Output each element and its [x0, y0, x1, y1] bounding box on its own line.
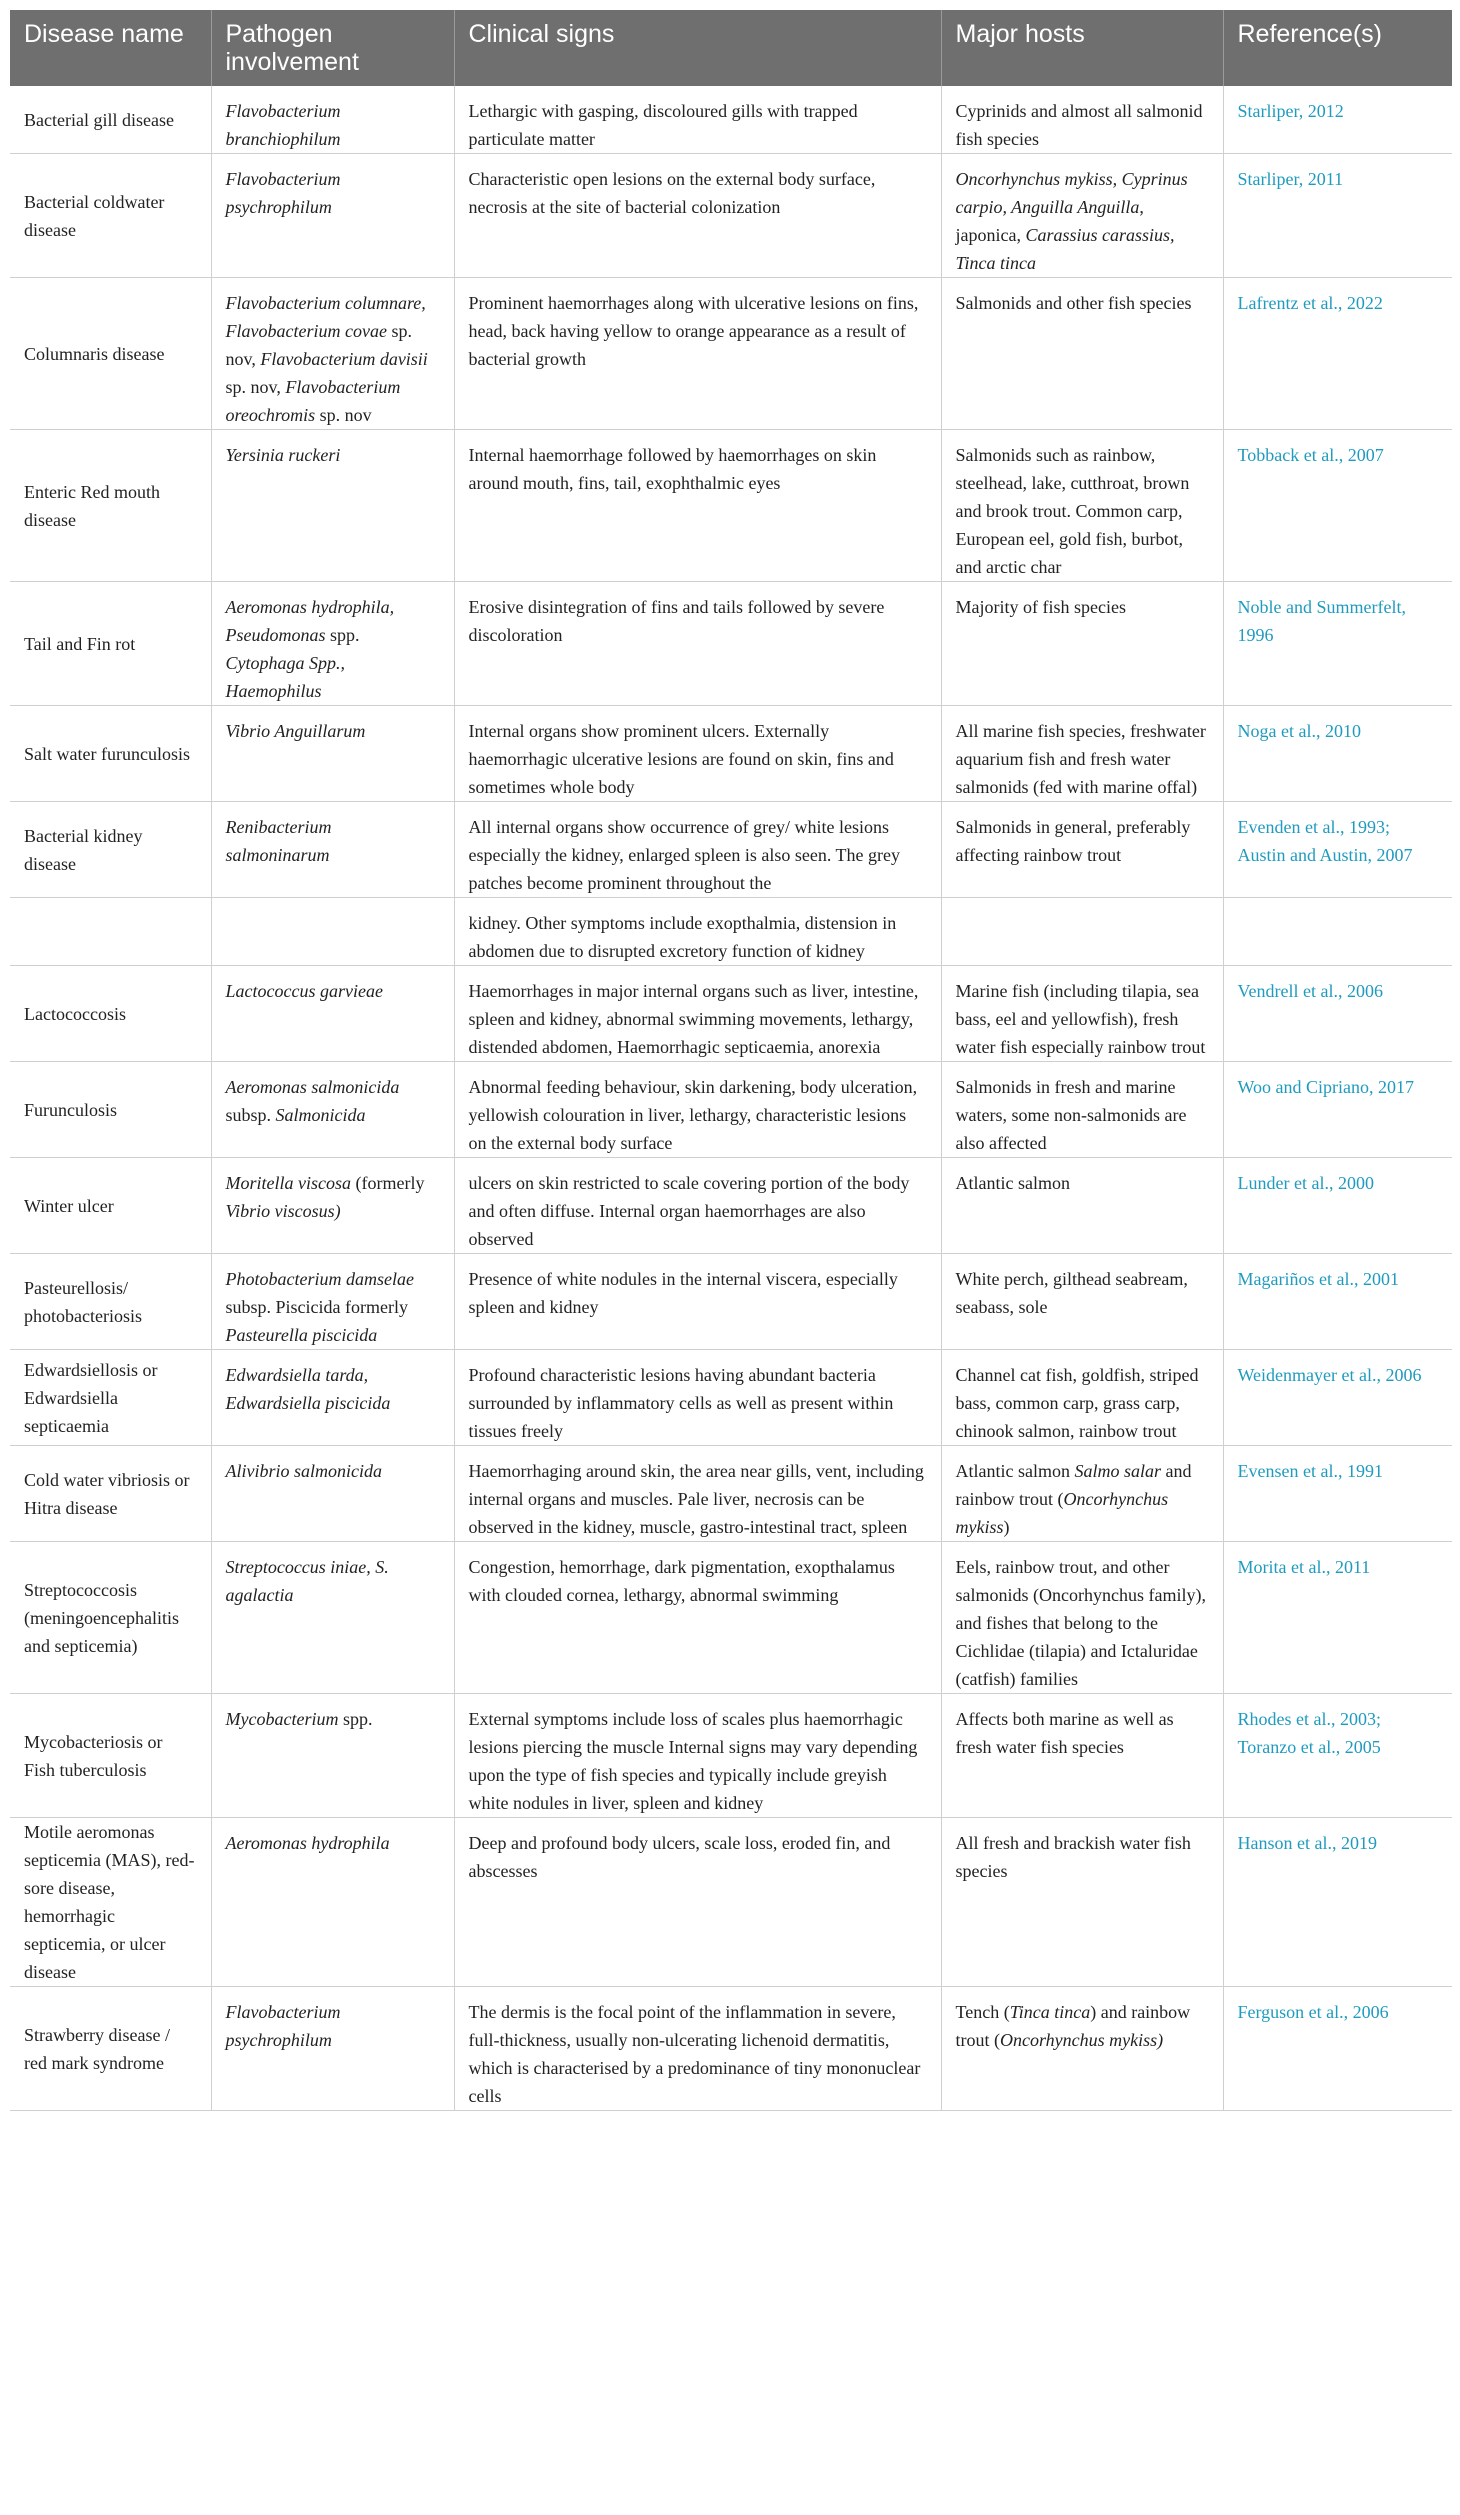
- clinical-signs-cell: External symptoms include loss of scales plus haemorrhagic lesions piercing the muscle Internal signs may vary depending upon the type of fish species and typically include greyish white nodules in liver, spleen and kidney: [454, 1694, 941, 1818]
- clinical-signs-cell: Internal organs show prominent ulcers. Externally haemorrhagic ulcerative lesions are found on skin, fins and sometimes whole body: [454, 706, 941, 802]
- pathogen-segment: (formerly: [350, 1173, 425, 1193]
- hosts-segment: Salmonids in fresh and marine waters, some non-salmonids are also affected: [955, 1077, 1187, 1153]
- reference-link: [1223, 898, 1452, 966]
- clinical-signs-cell: Abnormal feeding behaviour, skin darkening, body ulceration, yellowish colouration in liver, lethargy, characteristic lesions on the external body surface: [454, 1062, 941, 1158]
- pathogen-segment: Aeromonas hydrophila, Pseudomonas: [225, 597, 395, 645]
- major-hosts-cell: [941, 1987, 1223, 2111]
- table-row: [10, 1254, 1452, 1350]
- reference-link[interactable]: Weidenmayer et al., 2006: [1223, 1350, 1452, 1446]
- hosts-segment: Channel cat fish, goldfish, striped bass, common carp, grass carp, chinook salmon, rainbow trout: [955, 1365, 1199, 1441]
- hosts-segment: ) and rainbow trout (: [955, 2002, 1191, 2050]
- pathogen-segment: subsp. Piscicida formerly: [225, 1297, 408, 1317]
- pathogen-cell: [211, 430, 454, 582]
- pathogen-cell: [211, 898, 454, 966]
- hosts-segment: Salmonids in general, preferably affecting rainbow trout: [955, 817, 1191, 865]
- major-hosts-cell: [941, 430, 1223, 582]
- pathogen-segment: Photobacterium damselae: [225, 1269, 414, 1289]
- pathogen-segment: Salmonicida: [275, 1105, 366, 1125]
- pathogen-cell: [211, 1158, 454, 1254]
- clinical-signs-cell: Congestion, hemorrhage, dark pigmentation, exopthalamus with clouded cornea, lethargy, abnormal swimming: [454, 1542, 941, 1694]
- reference-link[interactable]: Ferguson et al., 2006: [1223, 1987, 1452, 2111]
- header-clinical-signs: Clinical signs: [454, 10, 941, 86]
- major-hosts-cell: [941, 1350, 1223, 1446]
- pathogen-segment: Flavobacterium psychrophilum: [225, 2002, 341, 2050]
- clinical-signs-cell: Deep and profound body ulcers, scale loss, eroded fin, and abscesses: [454, 1818, 941, 1987]
- pathogen-segment: Cytophaga Spp., Haemophilus: [225, 653, 345, 701]
- pathogen-segment: subsp.: [225, 1105, 276, 1125]
- disease-name-cell: Streptococcosis (meningoencephalitis and septicemia): [10, 1542, 211, 1694]
- clinical-signs-cell: Lethargic with gasping, discoloured gills with trapped particulate matter: [454, 86, 941, 154]
- disease-name-cell: Edwardsiellosis or Edwardsiella septicaemia: [10, 1350, 211, 1446]
- hosts-segment: Majority of fish species: [955, 597, 1126, 617]
- pathogen-segment: Streptococcus iniae, S. agalactia: [225, 1557, 389, 1605]
- reference-link[interactable]: Vendrell et al., 2006: [1223, 966, 1452, 1062]
- clinical-signs-cell: Characteristic open lesions on the external body surface, necrosis at the site of bacterial colonization: [454, 154, 941, 278]
- hosts-segment: Salmonids such as rainbow, steelhead, lake, cutthroat, brown and brook trout. Common carp, European eel, gold fish, burbot, and arctic char: [955, 445, 1190, 577]
- pathogen-cell: [211, 1694, 454, 1818]
- reference-link[interactable]: Evensen et al., 1991: [1223, 1446, 1452, 1542]
- pathogen-segment: sp. nov,: [225, 321, 412, 369]
- pathogen-segment: spp.: [325, 625, 360, 645]
- pathogen-segment: Vibrio viscosus): [225, 1201, 341, 1221]
- reference-link[interactable]: Starliper, 2011: [1223, 154, 1452, 278]
- table-row: [10, 1987, 1452, 2111]
- clinical-signs-cell: The dermis is the focal point of the inflammation in severe, full-thickness, usually non-ulcerating lichenoid dermatitis, which is characterised by a predominance of tiny mononuclear cells: [454, 1987, 941, 2111]
- disease-name-cell: Lactococcosis: [10, 966, 211, 1062]
- hosts-segment: Oncorhynchus mykiss): [1000, 2030, 1164, 2050]
- table-row: [10, 1818, 1452, 1987]
- clinical-signs-cell: kidney. Other symptoms include exopthalmia, distension in abdomen due to disrupted excretory function of kidney: [454, 898, 941, 966]
- pathogen-cell: [211, 802, 454, 898]
- clinical-signs-cell: All internal organs show occurrence of grey/ white lesions especially the kidney, enlarged spleen is also seen. The grey patches become prominent throughout the: [454, 802, 941, 898]
- disease-table: [10, 10, 1452, 2111]
- hosts-segment: All marine fish species, freshwater aquarium fish and fresh water salmonids (fed with marine offal): [955, 721, 1206, 797]
- hosts-segment: Carassius carassius, Tinca tinca: [955, 225, 1175, 273]
- major-hosts-cell: [941, 802, 1223, 898]
- disease-name-cell: Motile aeromonas septicemia (MAS), red-sore disease, hemorrhagic septicemia, or ulcer disease: [10, 1818, 211, 1987]
- disease-name-cell: Enteric Red mouth disease: [10, 430, 211, 582]
- table-row: [10, 706, 1452, 802]
- hosts-segment: Salmonids and other fish species: [955, 293, 1192, 313]
- disease-name-cell: Cold water vibriosis or Hitra disease: [10, 1446, 211, 1542]
- disease-name-cell: Pasteurellosis/ photobacteriosis: [10, 1254, 211, 1350]
- hosts-segment: , japonica,: [955, 197, 1144, 245]
- reference-link[interactable]: Lafrentz et al., 2022: [1223, 278, 1452, 430]
- disease-name-cell: Columnaris disease: [10, 278, 211, 430]
- major-hosts-cell: [941, 1542, 1223, 1694]
- pathogen-segment: Vibrio Anguillarum: [225, 721, 366, 741]
- hosts-segment: and rainbow trout (: [955, 1461, 1192, 1509]
- hosts-segment: Salmo salar: [1074, 1461, 1161, 1481]
- hosts-segment: Cyprinids and almost all salmonid fish species: [955, 101, 1203, 149]
- pathogen-segment: sp. nov,: [225, 377, 286, 397]
- pathogen-segment: Lactococcus garvieae: [225, 981, 383, 1001]
- hosts-segment: Atlantic salmon: [955, 1461, 1075, 1481]
- clinical-signs-cell: Haemorrhages in major internal organs such as liver, intestine, spleen and kidney, abnormal swimming movements, lethargy, distended abdomen, Haemorrhagic septicaemia, anorexia: [454, 966, 941, 1062]
- reference-link[interactable]: Morita et al., 2011: [1223, 1542, 1452, 1694]
- table-row: [10, 1694, 1452, 1818]
- reference-link[interactable]: Evenden et al., 1993; Austin and Austin, 2007: [1223, 802, 1452, 898]
- pathogen-cell: [211, 154, 454, 278]
- major-hosts-cell: [941, 1694, 1223, 1818]
- pathogen-segment: Edwardsiella tarda, Edwardsiella piscicida: [225, 1365, 391, 1413]
- table-row: [10, 278, 1452, 430]
- major-hosts-cell: [941, 1158, 1223, 1254]
- major-hosts-cell: [941, 154, 1223, 278]
- reference-link[interactable]: Starliper, 2012: [1223, 86, 1452, 154]
- major-hosts-cell: [941, 86, 1223, 154]
- disease-name-cell: Tail and Fin rot: [10, 582, 211, 706]
- clinical-signs-cell: Erosive disintegration of fins and tails followed by severe discoloration: [454, 582, 941, 706]
- clinical-signs-cell: Presence of white nodules in the internal viscera, especially spleen and kidney: [454, 1254, 941, 1350]
- disease-name-cell: [10, 898, 211, 966]
- reference-link[interactable]: Lunder et al., 2000: [1223, 1158, 1452, 1254]
- header-row: [10, 10, 1452, 86]
- pathogen-segment: spp.: [338, 1709, 373, 1729]
- pathogen-cell: [211, 966, 454, 1062]
- hosts-segment: Oncorhynchus mykiss, Cyprinus carpio, Anguilla Anguilla: [955, 169, 1188, 217]
- pathogen-cell: [211, 1987, 454, 2111]
- reference-link[interactable]: Noga et al., 2010: [1223, 706, 1452, 802]
- major-hosts-cell: [941, 898, 1223, 966]
- pathogen-cell: [211, 86, 454, 154]
- pathogen-segment: Flavobacterium davisii: [260, 349, 428, 369]
- major-hosts-cell: [941, 966, 1223, 1062]
- hosts-segment: White perch, gilthead seabream, seabass, sole: [955, 1269, 1188, 1317]
- hosts-segment: Oncorhynchus mykiss: [955, 1489, 1169, 1537]
- disease-name-cell: Bacterial gill disease: [10, 86, 211, 154]
- header-disease-name: Disease name: [10, 10, 211, 86]
- pathogen-segment: Pasteurella piscicida: [225, 1325, 378, 1345]
- clinical-signs-cell: ulcers on skin restricted to scale covering portion of the body and often diffuse. Internal organ haemorrhages are also observed: [454, 1158, 941, 1254]
- table-row: [10, 86, 1452, 154]
- reference-link[interactable]: Woo and Cipriano, 2017: [1223, 1062, 1452, 1158]
- pathogen-segment: Yersinia ruckeri: [225, 445, 341, 465]
- pathogen-segment: Flavobacterium branchiophilum: [225, 101, 341, 149]
- disease-name-cell: Mycobacteriosis or Fish tuberculosis: [10, 1694, 211, 1818]
- pathogen-segment: sp. nov: [315, 405, 372, 425]
- reference-link[interactable]: Rhodes et al., 2003; Toranzo et al., 2005: [1223, 1694, 1452, 1818]
- disease-name-cell: Strawberry disease / red mark syndrome: [10, 1987, 211, 2111]
- hosts-segment: Affects both marine as well as fresh water fish species: [955, 1709, 1174, 1757]
- pathogen-cell: [211, 1350, 454, 1446]
- pathogen-segment: Renibacterium salmoninarum: [225, 817, 332, 865]
- pathogen-cell: [211, 1446, 454, 1542]
- disease-name-cell: Furunculosis: [10, 1062, 211, 1158]
- table-row: [10, 966, 1452, 1062]
- table-row: [10, 1446, 1452, 1542]
- hosts-segment: ): [1003, 1517, 1010, 1537]
- pathogen-cell: [211, 1062, 454, 1158]
- hosts-segment: Tench (: [955, 2002, 1010, 2022]
- table-row: [10, 582, 1452, 706]
- table-body: [10, 86, 1452, 2111]
- reference-link[interactable]: Tobback et al., 2007: [1223, 430, 1452, 582]
- pathogen-segment: Alivibrio salmonicida: [225, 1461, 382, 1481]
- pathogen-cell: [211, 1254, 454, 1350]
- major-hosts-cell: [941, 1062, 1223, 1158]
- disease-name-cell: Winter ulcer: [10, 1158, 211, 1254]
- header-major-hosts: Major hosts: [941, 10, 1223, 86]
- major-hosts-cell: [941, 582, 1223, 706]
- table-row: [10, 1062, 1452, 1158]
- major-hosts-cell: [941, 1254, 1223, 1350]
- clinical-signs-cell: Haemorrhaging around skin, the area near gills, vent, including internal organs and muscles. Pale liver, necrosis can be observed in the kidney, muscle, gastro-intestinal tract, spleen: [454, 1446, 941, 1542]
- pathogen-cell: [211, 582, 454, 706]
- hosts-segment: Tinca tinca: [1009, 2002, 1091, 2022]
- pathogen-segment: Aeromonas hydrophila: [225, 1833, 390, 1853]
- reference-link[interactable]: Hanson et al., 2019: [1223, 1818, 1452, 1987]
- hosts-segment: Atlantic salmon: [955, 1173, 1070, 1193]
- table-row: [10, 1158, 1452, 1254]
- hosts-segment: All fresh and brackish water fish species: [955, 1833, 1191, 1881]
- pathogen-segment: Moritella viscosa: [225, 1173, 351, 1193]
- pathogen-segment: Flavobacterium oreochromis: [225, 377, 401, 425]
- pathogen-segment: Flavobacterium psychrophilum: [225, 169, 341, 217]
- clinical-signs-cell: Internal haemorrhage followed by haemorrhages on skin around mouth, fins, tail, exophthalmic eyes: [454, 430, 941, 582]
- header-references: Reference(s): [1223, 10, 1452, 86]
- pathogen-cell: [211, 1542, 454, 1694]
- disease-name-cell: Bacterial coldwater disease: [10, 154, 211, 278]
- major-hosts-cell: [941, 706, 1223, 802]
- major-hosts-cell: [941, 1818, 1223, 1987]
- table-row: [10, 154, 1452, 278]
- major-hosts-cell: [941, 1446, 1223, 1542]
- table-row: [10, 430, 1452, 582]
- pathogen-segment: Mycobacterium: [225, 1709, 339, 1729]
- pathogen-segment: Aeromonas salmonicida: [225, 1077, 400, 1097]
- disease-name-cell: Bacterial kidney disease: [10, 802, 211, 898]
- clinical-signs-cell: Prominent haemorrhages along with ulcerative lesions on fins, head, back having yellow to orange appearance as a result of bacterial growth: [454, 278, 941, 430]
- pathogen-segment: Flavobacterium columnare, Flavobacterium covae: [225, 293, 426, 341]
- header-pathogen: Pathogen involvement: [211, 10, 454, 86]
- reference-link[interactable]: Magariños et al., 2001: [1223, 1254, 1452, 1350]
- clinical-signs-cell: Profound characteristic lesions having abundant bacteria surrounded by inflammatory cells as well as present within tissues freely: [454, 1350, 941, 1446]
- reference-link[interactable]: Noble and Summerfelt, 1996: [1223, 582, 1452, 706]
- disease-name-cell: Salt water furunculosis: [10, 706, 211, 802]
- hosts-segment: Marine fish (including tilapia, sea bass, eel and yellowfish), fresh water fish especially rainbow trout: [955, 981, 1206, 1057]
- table-row: [10, 802, 1452, 898]
- pathogen-cell: [211, 706, 454, 802]
- hosts-segment: Eels, rainbow trout, and other salmonids (Oncorhynchus family), and fishes that belong to the Cichlidae (tilapia) and Ictaluridae (catfish) families: [955, 1557, 1206, 1689]
- table-row: [10, 1542, 1452, 1694]
- pathogen-cell: [211, 278, 454, 430]
- major-hosts-cell: [941, 278, 1223, 430]
- table-row: [10, 1350, 1452, 1446]
- pathogen-cell: [211, 1818, 454, 1987]
- table-row: [10, 898, 1452, 966]
